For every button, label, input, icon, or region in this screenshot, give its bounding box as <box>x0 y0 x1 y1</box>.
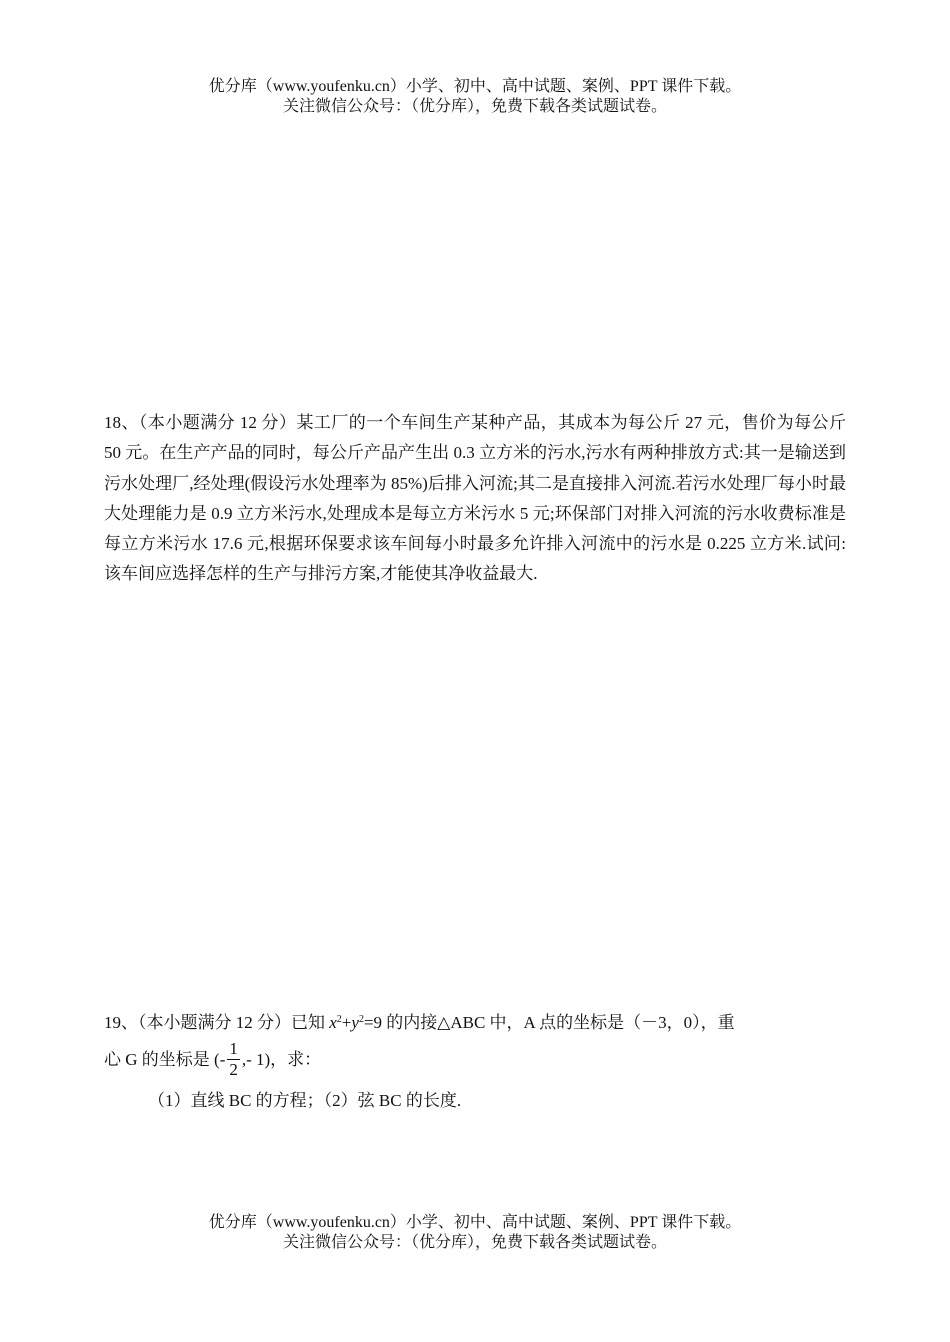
problem-18: 18、（本小题满分 12 分）某工厂的一个车间生产某种产品，其成本为每公斤 27 元，售价为每公斤 50 元。在生产产品的同时，每公斤产品产生出 0.3 立方米的污水,污水有两种排放方式:其一是输送到污水处理厂,经处理(假设污水处理率为 85%)后排入河流;其二是直接排入河流.若污水处理厂每小时最大处理能力是 0.9 立方米污水,处理成本是每立方米污水 5 元;环保部门对排入河流的污水收费标准是每立方米污水 17.6 元,根据环保要求该车间每小时最多允许排入河流中的污水是 0.225 立方米.试问:该车间应选择怎样的生产与排污方案,才能使其净收益最大. <box>104 413 846 584</box>
var-y: y <box>351 1013 359 1032</box>
problem-19-intro: 19、（本小题满分 12 分）已知 <box>104 1013 330 1032</box>
plus-sign: + <box>341 1013 352 1032</box>
equation-rest: =9 的内接△ABC 中，A 点的坐标是（－3，0），重 <box>363 1013 735 1032</box>
var-x: x <box>329 1013 337 1032</box>
problem-19 <box>104 1008 846 1116</box>
fraction-numerator: 1 <box>229 1038 238 1058</box>
page-footer <box>0 1213 950 1253</box>
header-line-1: 优分库（www.youfenku.cn）小学、初中、高中试题、案例、PPT 课件下载。 <box>208 78 742 95</box>
exponent-x: 2 <box>336 1014 342 1025</box>
centroid-label: 心 G 的坐标是 (- <box>104 1050 226 1069</box>
fraction-denominator: 2 <box>229 1059 238 1079</box>
sub-questions: （1）直线 BC 的方程；（2）弦 BC 的长度. <box>148 1090 462 1110</box>
page-header <box>0 77 950 117</box>
exponent-y: 2 <box>358 1014 364 1025</box>
fraction-one-half <box>227 1039 240 1080</box>
centroid-rest: ,- 1)，求： <box>241 1050 322 1069</box>
footer-line-1: 优分库（www.youfenku.cn）小学、初中、高中试题、案例、PPT 课件下载。 <box>208 1214 742 1231</box>
header-line-2: 关注微信公众号：（优分库），免费下载各类试题试卷。 <box>282 98 667 115</box>
footer-line-2: 关注微信公众号：（优分库），免费下载各类试题试卷。 <box>282 1234 667 1251</box>
problem-19-line-2 <box>104 1040 846 1082</box>
